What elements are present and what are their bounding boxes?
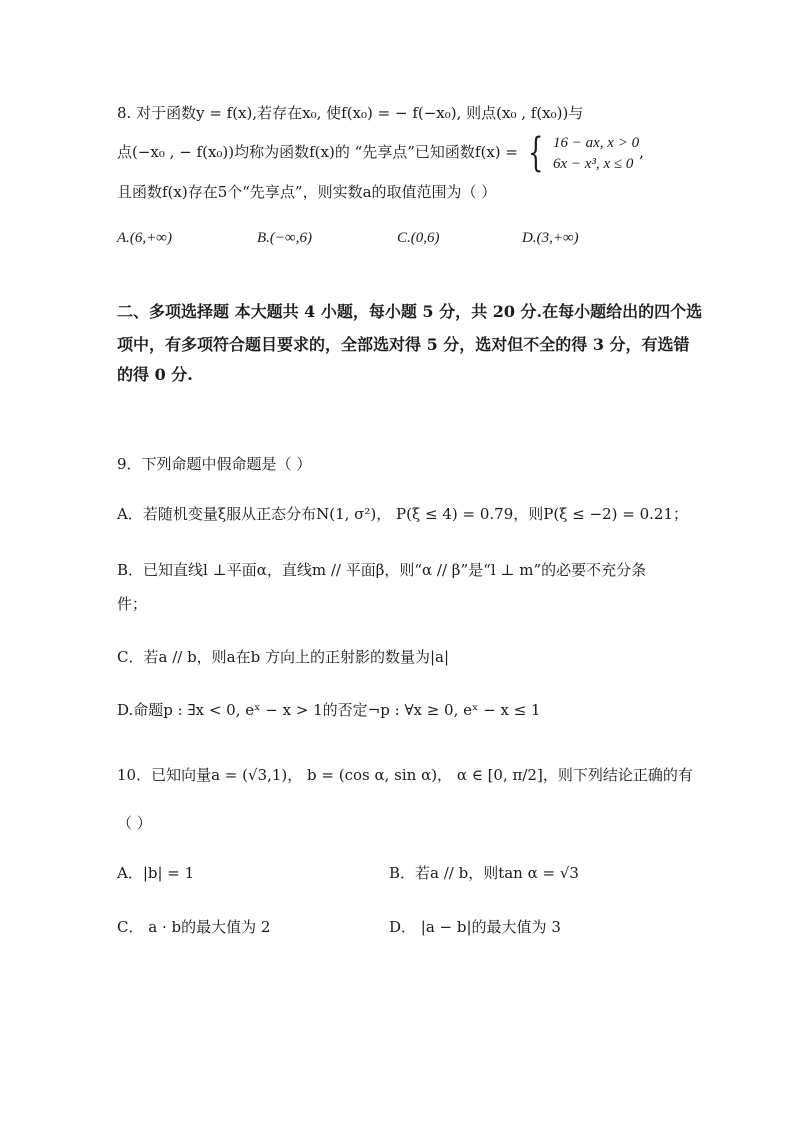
q10-option-c: C． a · b的最大值为 2 [117,918,271,936]
q9-option-b-line-2: 件； [117,595,148,613]
piecewise-case-1: 16 − ax, x > 0 [553,135,640,151]
q8-option-d: D.(3,+∞) [522,230,579,246]
q10-option-a: A．|b| = 1 [117,864,195,882]
q8-option-c: C.(0,6) [397,230,440,246]
q8-line-2-text: 点(−x₀ , − f(x₀))均称为函数f(x)的 “先享点”已知函数f(x) = [117,143,518,161]
q8-option-a: A.(6,+∞) [117,230,172,246]
section2-line-1: 二、多项选择题 本大题共 4 小题，每小题 5 分，共 20 分.在每小题给出的四个选 [117,302,703,321]
q9-stem: 9．下列命题中假命题是（ ） [117,455,312,473]
q8-line-2-end: , [639,143,644,161]
section2-line-3: 的得 0 分. [117,365,193,384]
q10-option-d: D． |a − b|的最大值为 3 [389,918,561,936]
piecewise-case-2: 6x − x³, x ≤ 0 [553,156,634,172]
q8-line-3: 且函数f(x)存在5个“先享点”，则实数a的取值范围为（ ） [117,183,497,201]
q9-option-c: C．若a // b，则a在b 方向上的正射影的数量为|a| [117,648,450,666]
piecewise-cases [553,132,639,174]
q8-line-2 [117,132,644,174]
q10-paren: （ ） [117,814,152,832]
q8-option-b: B.(−∞,6) [257,230,312,246]
section2-line-2: 项中，有多项符合题目要求的，全部选对得 5 分，选对但不全的得 3 分，有选错 [117,335,690,354]
q8-line-1: 8. 对于函数y = f(x),若存在x₀, 使f(x₀) = − f(−x₀), 则点(x₀ , f(x₀))与 [117,104,584,122]
q9-option-b-line-1: B．已知直线l ⊥平面α，直线m // 平面β，则“α // β”是“l ⊥ m”的必要不充分条 [117,561,647,579]
q10-stem: 10．已知向量a = (√3,1)， b = (cos α, sin α)， α ∈ [0, π/2]，则下列结论正确的有 [117,766,693,784]
q9-option-a: A．若随机变量ξ服从正态分布N(1, σ²)， P(ξ ≤ 4) = 0.79，则P(ξ ≤ −2) = 0.21； [117,505,689,523]
piecewise-brace: { [527,130,544,176]
q10-option-b: B．若a // b，则tan α = √3 [389,864,579,882]
q9-option-d: D.命题p : ∃x < 0, eˣ − x > 1的否定¬p : ∀x ≥ 0, eˣ − x ≤ 1 [117,701,541,719]
